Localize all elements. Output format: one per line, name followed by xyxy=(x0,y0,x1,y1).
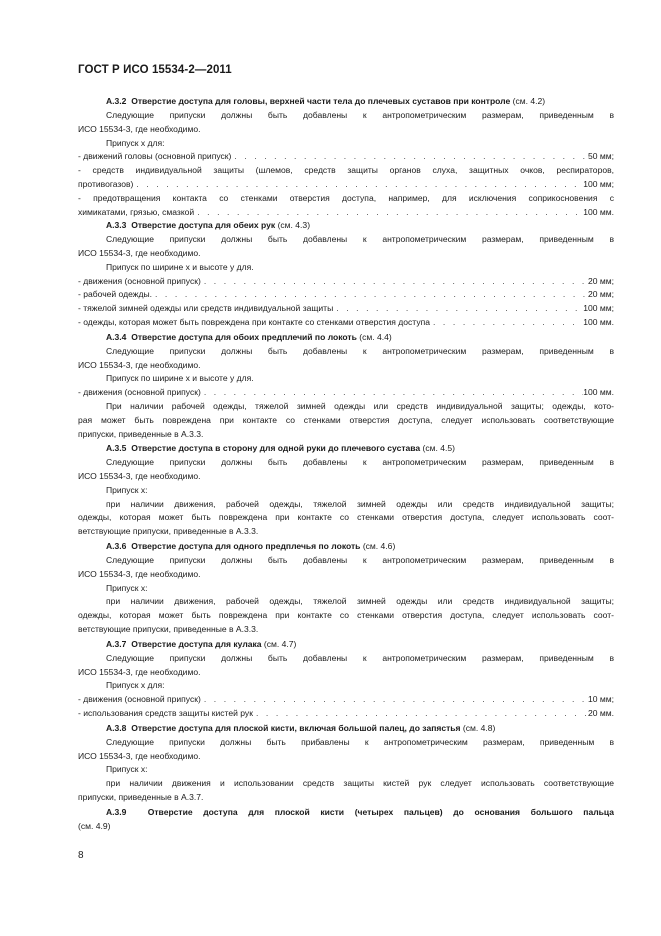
section-title: Отверстие доступа для плоской кисти (четырех пальцев) до основания большого пальца xyxy=(147,806,614,817)
allowance-row xyxy=(78,150,614,164)
document-header: ГОСТ Р ИСО 15534-2—2011 xyxy=(78,64,232,76)
paragraph-line: ИСО 15534-3, где необходимо. xyxy=(78,750,201,761)
section-number: А.3.7 xyxy=(106,639,127,650)
section-heading-a36 xyxy=(78,540,614,554)
paragraph-line: - предотвращения контакта со стенками отверстия доступа, например, для исключения соприкосновения с xyxy=(78,192,614,203)
allowance-row xyxy=(78,206,614,220)
paragraph-line: ветствующие припуски, приведенные в А.3.3. xyxy=(78,624,259,635)
allowance-label: Припуск x: xyxy=(106,484,148,495)
allowance-text: - одежды, которая может быть повреждена при контакте со стенками отверстия доступа xyxy=(78,316,430,327)
section-number: А.3.3 xyxy=(106,220,127,231)
section-number: А.3.8 xyxy=(106,722,127,733)
paragraph-line: Следующие припуски должны быть добавлены к антропометрическим размерам, приведенным в xyxy=(106,555,614,566)
dot-leader xyxy=(253,707,588,721)
allowance-row xyxy=(78,178,614,192)
dot-leader xyxy=(194,206,583,220)
section-ref: (см. 4.2) xyxy=(512,96,546,107)
section-ref: (см. 4.6) xyxy=(362,541,396,552)
allowance-value: 100 мм; xyxy=(583,178,614,189)
allowance-value: 10 мм; xyxy=(587,694,614,705)
allowance-row xyxy=(78,288,614,302)
paragraph-line: - средств индивидуальной защиты (шлемов, средств защиты органов слуха, защитных очков, респираторов, xyxy=(78,165,614,176)
allowance-row xyxy=(78,275,614,289)
allowance-label: Припуск по ширине x и высоте y для. xyxy=(106,261,254,272)
section-heading-a39 xyxy=(78,806,614,820)
allowance-row xyxy=(78,302,614,316)
section-number: А.3.2 xyxy=(106,96,127,107)
dot-leader xyxy=(152,288,588,302)
allowance-text: - использования средств защиты кистей рук xyxy=(78,708,253,718)
section-number: А.3.4 xyxy=(106,331,127,342)
section-ref: (см. 4.3) xyxy=(277,220,311,231)
paragraph-line: ИСО 15534-3, где необходимо. xyxy=(78,123,201,134)
allowance-text: - тяжелой зимней одежды или средств индивидуальной защиты xyxy=(78,303,334,314)
dot-leader xyxy=(231,150,588,164)
section-title: Отверстие доступа для обоих предплечий по локоть xyxy=(131,331,357,342)
allowance-label: Припуск x для: xyxy=(106,680,165,691)
dot-leader xyxy=(430,316,583,330)
allowance-value: 20 мм. xyxy=(587,708,614,718)
paragraph-line: При наличии рабочей одежды, тяжелой зимней одежды или средств индивидуальной защиты; одежды, кото- xyxy=(106,400,614,411)
paragraph-line: ИСО 15534-3, где необходимо. xyxy=(78,471,201,482)
allowance-value: 100 мм; xyxy=(583,303,614,314)
section-heading-a33 xyxy=(78,219,614,233)
paragraph-line: при наличии движения и использовании средств защиты кистей рук следует использовать соответствующие xyxy=(106,778,614,789)
section-heading-a35 xyxy=(78,442,614,456)
dot-leader xyxy=(201,693,588,707)
section-title: Отверстие доступа в сторону для одной руки до плечевого сустава xyxy=(131,443,421,454)
paragraph-line: ветствующие припуски, приведенные в А.3.3. xyxy=(78,526,259,537)
paragraph-line: припуски, приведенные в А.3.3. xyxy=(78,428,204,439)
paragraph-line: одежды, которая может быть повреждена при контакте со стенками отверстия доступа, следует использовать соот- xyxy=(78,512,614,523)
section-number: А.3.5 xyxy=(106,443,127,454)
section-ref: (см. 4.5) xyxy=(422,443,456,454)
allowance-label: Припуск x: xyxy=(106,764,148,775)
allowance-text: - рабочей одежды. xyxy=(78,289,152,300)
section-number: А.3.6 xyxy=(106,541,127,552)
allowance-row xyxy=(78,707,614,721)
document-body xyxy=(78,94,614,834)
allowance-row xyxy=(78,386,614,400)
allowance-label: Припуск x для: xyxy=(106,137,165,148)
allowance-label: Припуск x: xyxy=(106,582,148,593)
paragraph-line: Следующие припуски должны быть добавлены к антропометрическим размерам, приведенным в xyxy=(106,109,614,120)
allowance-value: 50 мм; xyxy=(587,151,614,162)
section-ref: (см. 4.9) xyxy=(78,820,111,831)
allowance-label: Припуск по ширине x и высоте y для. xyxy=(106,373,254,384)
allowance-value: 100 мм. xyxy=(583,206,614,217)
section-heading-a32 xyxy=(78,95,614,109)
allowance-value: 20 мм; xyxy=(587,275,614,286)
allowance-row xyxy=(78,316,614,330)
paragraph-line: ИСО 15534-3, где необходимо. xyxy=(78,568,201,579)
paragraph-line: одежды, которая может быть повреждена при контакте со стенками отверстия доступа, следует использовать соот- xyxy=(78,610,614,621)
section-title: Отверстие доступа для плоской кисти, включая большой палец, до запястья xyxy=(131,722,461,733)
section-title: Отверстие доступа для одного предплечья по локоть xyxy=(131,541,361,552)
section-ref: (см. 4.7) xyxy=(263,639,297,650)
section-heading-a34 xyxy=(78,331,614,345)
dot-leader xyxy=(201,275,588,289)
section-ref: (см. 4.8) xyxy=(462,722,496,733)
paragraph-line: ИСО 15534-3, где необходимо. xyxy=(78,666,201,677)
allowance-text: - движения (основной припуск) xyxy=(78,275,201,286)
section-title: Отверстие доступа для кулака xyxy=(131,639,262,650)
section-heading-a37 xyxy=(78,638,614,652)
dot-leader xyxy=(133,178,583,192)
allowance-value: 100 мм. xyxy=(583,387,614,398)
paragraph-line: ИСО 15534-3, где необходимо. xyxy=(78,247,201,258)
allowance-value: 100 мм. xyxy=(583,316,614,327)
allowance-text: - движения (основной припуск) xyxy=(78,694,201,705)
paragraph-line: Следующие припуски должны быть добавлены к антропометрическим размерам, приведенным в xyxy=(106,652,614,663)
paragraph-line: рая может быть повреждена при контакте со стенками отверстия доступа, следует использовать соответствующие xyxy=(78,414,614,425)
section-ref: (см. 4.4) xyxy=(359,331,392,342)
paragraph-line: Следующие припуски должны быть добавлены к антропометрическим размерам, приведенным в xyxy=(106,234,614,245)
paragraph-line: ИСО 15534-3, где необходимо. xyxy=(78,359,201,370)
section-number: А.3.9 xyxy=(106,806,127,817)
paragraph-line: Следующие припуски должны быть добавлены к антропометрическим размерам, приведенным в xyxy=(106,345,614,356)
allowance-text: химикатами, грязью, смазкой xyxy=(78,206,195,217)
paragraph-line: припуски, приведенные в А.3.7. xyxy=(78,791,204,802)
paragraph-line: Следующие припуски должны быть прибавлены к антропометрическим размерам, приведенным в xyxy=(106,736,614,747)
allowance-text: противогазов) xyxy=(78,178,134,189)
paragraph-line: при наличии движения, рабочей одежды, тяжелой зимней одежды или средств индивидуальной защиты; xyxy=(106,498,614,509)
paragraph-line: Следующие припуски должны быть добавлены к антропометрическим размерам, приведенным в xyxy=(106,457,614,468)
allowance-text: - движений головы (основной припуск) xyxy=(78,151,232,162)
allowance-value: 20 мм; xyxy=(587,289,614,300)
dot-leader xyxy=(201,386,583,400)
allowance-row xyxy=(78,693,614,707)
section-title: Отверстие доступа для обеих рук xyxy=(131,220,276,231)
allowance-text: - движения (основной припуск) xyxy=(78,387,201,398)
paragraph-line: при наличии движения, рабочей одежды, тяжелой зимней одежды или средств индивидуальной защиты; xyxy=(106,596,614,607)
section-heading-a38 xyxy=(78,722,614,736)
dot-leader xyxy=(333,302,583,316)
section-title: Отверстие доступа для головы, верхней части тела до плечевых суставов при контроле xyxy=(131,96,511,107)
page-number: 8 xyxy=(78,850,84,861)
